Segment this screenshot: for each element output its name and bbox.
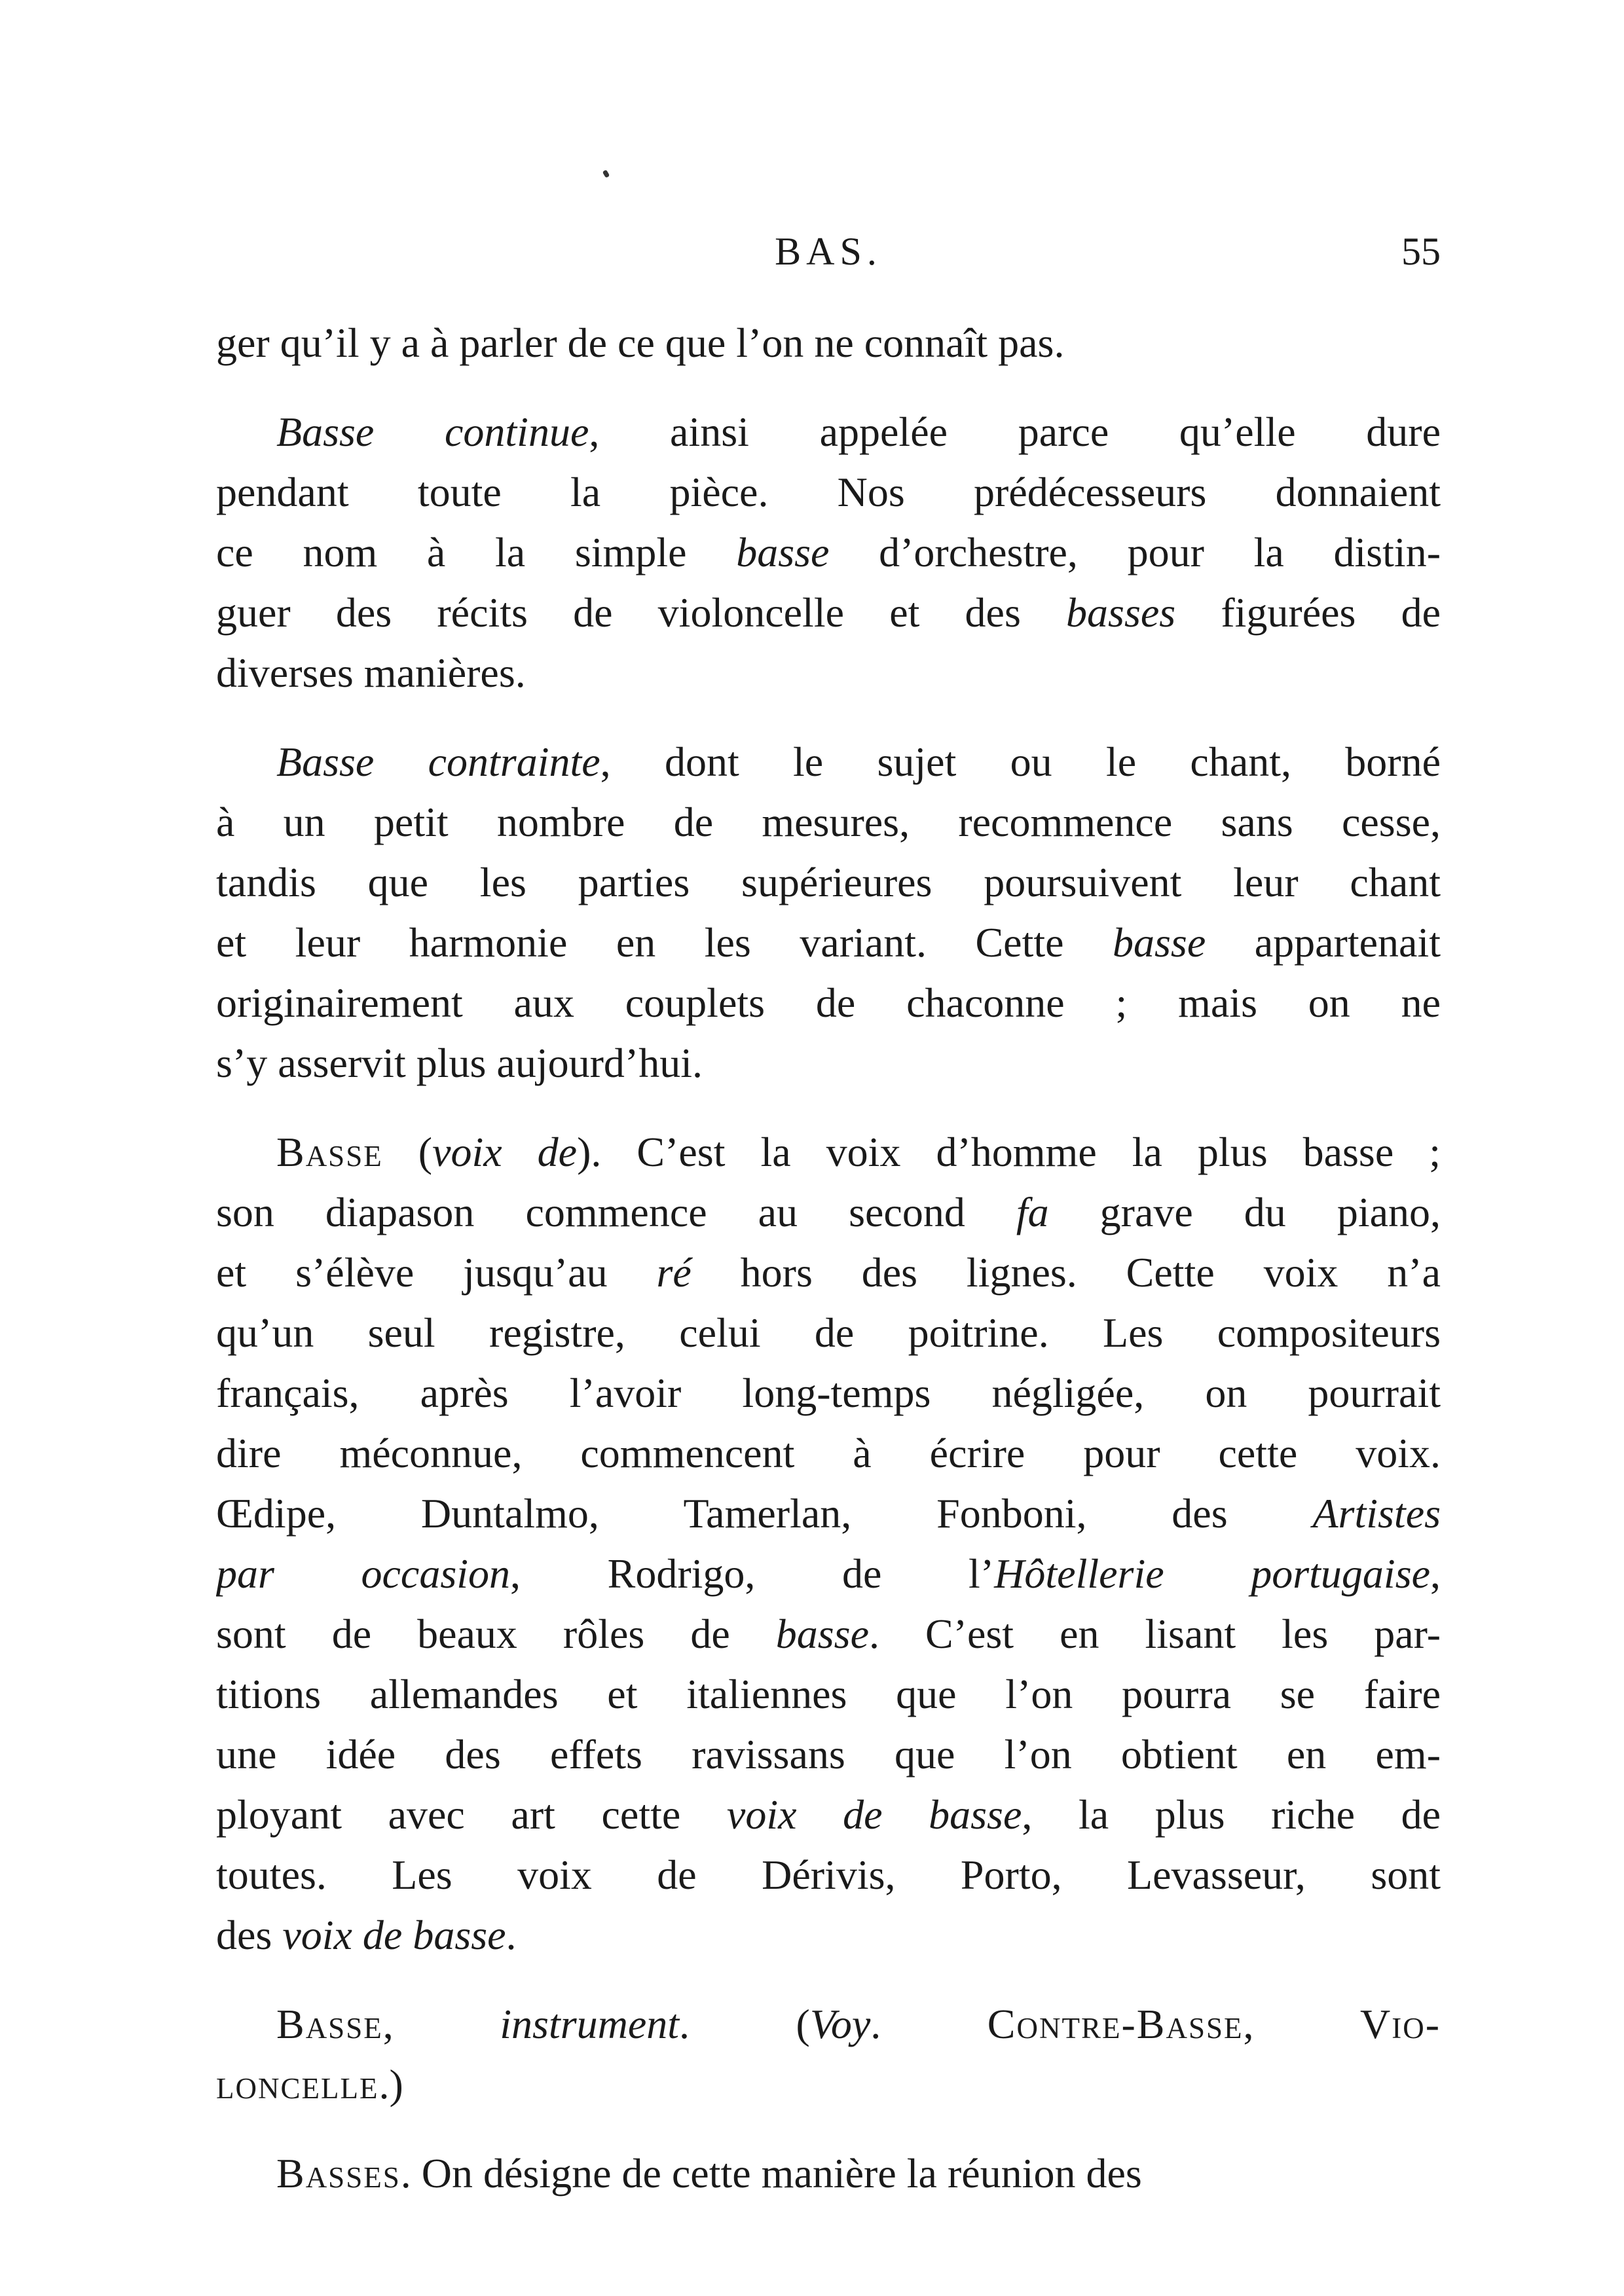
text-segment: pendant toute la pièce. Nos prédécesseurs donnaient (216, 469, 1441, 515)
italic-text: Voy (809, 2001, 871, 2047)
italic-text: Hôtellerie portugaise (994, 1550, 1431, 1597)
text-segment: ce nom à la simple (216, 529, 737, 575)
paragraph-gap (216, 703, 1441, 732)
text-line (216, 1724, 1441, 1785)
text-line (216, 1785, 1441, 1845)
text-segment: s’y asservit plus aujourd’hui. (216, 1040, 703, 1086)
text-line (216, 973, 1441, 1033)
italic-text: fa (1016, 1189, 1049, 1235)
text-segment: appartenait (1206, 919, 1441, 966)
text-segment: des (216, 1912, 283, 1958)
italic-text: ré (656, 1249, 692, 1296)
text-segment: .) (378, 2061, 403, 2107)
small-caps-term: loncelle (216, 2061, 379, 2107)
text-line (216, 402, 1441, 462)
text-line (216, 1303, 1441, 1363)
text-line (216, 1363, 1441, 1423)
italic-text: voix de basse (726, 1791, 1022, 1838)
italic-text: par occasion (216, 1550, 511, 1597)
italic-text: Basse continue (276, 409, 589, 455)
ink-speck (602, 170, 610, 178)
text-line (216, 1243, 1441, 1303)
running-title: BAS. (775, 230, 882, 273)
page-number: 55 (1401, 230, 1441, 273)
text-segment: ). C’est la voix d’homme la plus basse ; (577, 1129, 1441, 1175)
text-segment: . (870, 2001, 987, 2047)
text-segment: toutes. Les voix de Dérivis, Porto, Levasseur, sont (216, 1851, 1441, 1898)
text-segment: ger qu’il y a à parler de ce que l’on ne connaît pas. (216, 319, 1065, 366)
text-segment: d’orchestre, pour la distin- (829, 529, 1441, 575)
text-segment: à un petit nombre de mesures, recommence sans cesse, (216, 799, 1441, 845)
text-line (216, 313, 1441, 373)
italic-text: instrument (500, 2001, 680, 2047)
paragraph-gap (216, 1965, 1441, 1994)
text-segment: . (506, 1912, 517, 1958)
text-line (216, 643, 1441, 703)
text-segment: une idée des effets ravissans que l’on obtient en em- (216, 1731, 1441, 1777)
text-segment: hors des lignes. Cette voix n’a (691, 1249, 1441, 1296)
text-segment: sont de beaux rôles de (216, 1611, 776, 1657)
italic-text: voix de basse (282, 1912, 506, 1958)
text-line (216, 1484, 1441, 1544)
text-line (216, 732, 1441, 792)
italic-text: basse (736, 529, 830, 575)
text-segment: titions allemandes et italiennes que l’on pourra se faire (216, 1671, 1441, 1717)
text-segment: figurées de (1175, 589, 1441, 636)
italic-text: basse (775, 1611, 869, 1657)
text-segment: qu’un seul registre, celui de poitrine. Les compositeurs (216, 1309, 1441, 1356)
text-segment: originairement aux couplets de chaconne ; mais on ne (216, 979, 1441, 1026)
italic-text: basse (1113, 919, 1206, 966)
text-segment: français, après l’avoir long-temps négligée, on pourrait (216, 1370, 1441, 1416)
text-line (216, 852, 1441, 913)
paragraph-gap (216, 373, 1441, 402)
text-line (216, 1182, 1441, 1243)
text-line (216, 792, 1441, 852)
text-line (216, 2143, 1441, 2204)
text-segment: Œdipe, Duntalmo, Tamerlan, Fonboni, des (216, 1490, 1313, 1537)
small-caps-term: Basse (276, 2001, 383, 2047)
small-caps-term: Contre-Basse (987, 2001, 1244, 2047)
text-segment: . On désigne de cette manière la réunion des (400, 2150, 1142, 2196)
text-line (216, 1664, 1441, 1724)
text-segment: tandis que les parties supérieures poursuivent leur chant (216, 859, 1441, 905)
text-segment: , dont le sujet ou le chant, borné (600, 738, 1441, 785)
italic-text: Basse contrainte (276, 738, 600, 785)
text-line (216, 1544, 1441, 1604)
text-line (216, 462, 1441, 522)
text-line (216, 522, 1441, 583)
text-segment: diverses manières. (216, 649, 526, 696)
text-segment: , (382, 2001, 500, 2047)
text-line (216, 583, 1441, 643)
italic-text: voix de (432, 1129, 578, 1175)
text-line (216, 1604, 1441, 1664)
text-line (216, 2054, 1441, 2115)
text-line (216, 1994, 1441, 2054)
small-caps-term: Basses (276, 2150, 401, 2196)
text-line (216, 1845, 1441, 1905)
text-segment: ( (382, 1129, 433, 1175)
small-caps-term: Vio- (1360, 2001, 1441, 2047)
text-line (216, 1122, 1441, 1182)
italic-text: basses (1066, 589, 1176, 636)
text-segment: . ( (679, 2001, 810, 2047)
text-line (216, 1033, 1441, 1093)
text-segment: et s’élève jusqu’au (216, 1249, 657, 1296)
text-segment: , la plus riche de (1022, 1791, 1441, 1838)
text-segment: son diapason commence au second (216, 1189, 1016, 1235)
running-header (216, 229, 1441, 288)
text-segment: dire méconnue, commencent à écrire pour cette voix. (216, 1430, 1441, 1476)
body-text (216, 313, 1441, 2204)
text-line (216, 1905, 1441, 1965)
text-segment: et leur harmonie en les variant. Cette (216, 919, 1113, 966)
text-line (216, 1423, 1441, 1484)
text-segment: , Rodrigo, de l’ (510, 1550, 995, 1597)
paragraph-gap (216, 1093, 1441, 1122)
paragraph-gap (216, 2115, 1441, 2143)
text-segment: . C’est en lisant les par- (868, 1611, 1441, 1657)
small-caps-term: Basse (276, 1129, 383, 1175)
text-segment: grave du piano, (1048, 1189, 1441, 1235)
italic-text: Artistes (1312, 1490, 1441, 1537)
text-segment: guer des récits de violoncelle et des (216, 589, 1067, 636)
text-segment: ployant avec art cette (216, 1791, 727, 1838)
text-line (216, 913, 1441, 973)
text-segment: , (1243, 2001, 1361, 2047)
text-segment: , ainsi appelée parce qu’elle dure (589, 409, 1441, 455)
text-segment: , (1430, 1550, 1441, 1597)
